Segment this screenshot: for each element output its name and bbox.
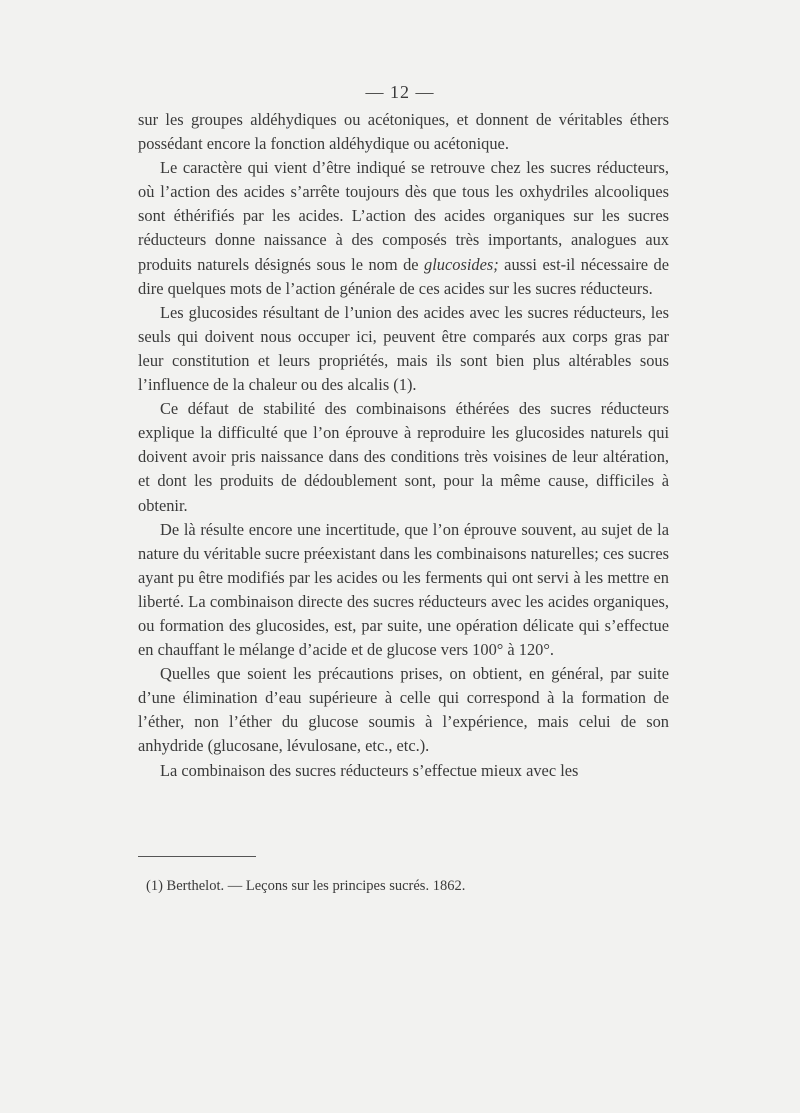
paragraph-2-part-2: aussi est-il nécessaire de dire quelques mots de l’action générale de ces acides sur les sucres réducteurs. [138, 254, 670, 298]
footnote: (1) Berthelot. — Leçons sur les principes sucrés. 1862. [146, 878, 466, 894]
paragraph-1: sur les groupes aldéhydiques ou acétoniques, et donnent de véritables éthers possédant encore la fonction aldéhydique ou acétonique. [138, 110, 669, 154]
paragraph-6: Quelles que soient les précautions prises, on obtient, en général, par suite d’une élimination d’eau supérieure à celle qui correspond à la formation de l’éther, non l’éther du glucose soumis à l’expérience, mais celui de son anhydride (glucosane, lévulosane, etc., etc.). [138, 664, 669, 756]
page-number: — 12 — [365, 82, 435, 102]
paragraph-7: La combinaison des sucres réducteurs s’effectue mieux avec les [160, 760, 579, 780]
paragraph-2-part-1: Le caractère qui vient d’être indiqué se retrouve chez les sucres réducteurs, où l’action des acides s’arrête toujours dès que tous les oxhydriles alcooliques sont éthérifiés par les acides. L’action des acides organiques sur les sucres réducteurs donne naissance à des composés très importants, analogues aux produits naturels désignés sous le nom de [138, 158, 669, 274]
paragraph-3: Les glucosides résultant de l’union des acides avec les sucres réducteurs, les seuls qui doivent nous occuper ici, peuvent être comparés aux corps gras par leur constitution et leurs propriétés, mais ils sont bien plus altérables sous l’influence de la chaleur ou des alcalis (1). [138, 302, 669, 395]
paragraph-2 [138, 156, 669, 301]
body-text [138, 108, 669, 783]
paragraph-5: De là résulte encore une incertitude, que l’on éprouve souvent, au sujet de la nature du véritable sucre préexistant dans les combinaisons naturelles; ces sucres ayant pu être modifiés par les acides ou les ferments qui ont servi à les mettre en liberté. La combinaison directe des sucres réducteurs avec les acides organiques, ou formation des glucosides, est, par suite, une opération délicate qui s’effectue en chauffant le mélange d’acide et de glucose vers 100° à 120°. [138, 519, 669, 660]
paragraph-2-emphasis: glucosides; [424, 254, 499, 274]
footnote-divider [138, 856, 256, 857]
paragraph-4: Ce défaut de stabilité des combinaisons éthérées des sucres réducteurs explique la difficulté que l’on éprouve à reproduire les glucosides naturels qui doivent avoir pris naissance dans des conditions très voisines de leur altération, et dont les produits de dédoublement sont, pour la même cause, difficiles à obtenir. [138, 399, 669, 515]
